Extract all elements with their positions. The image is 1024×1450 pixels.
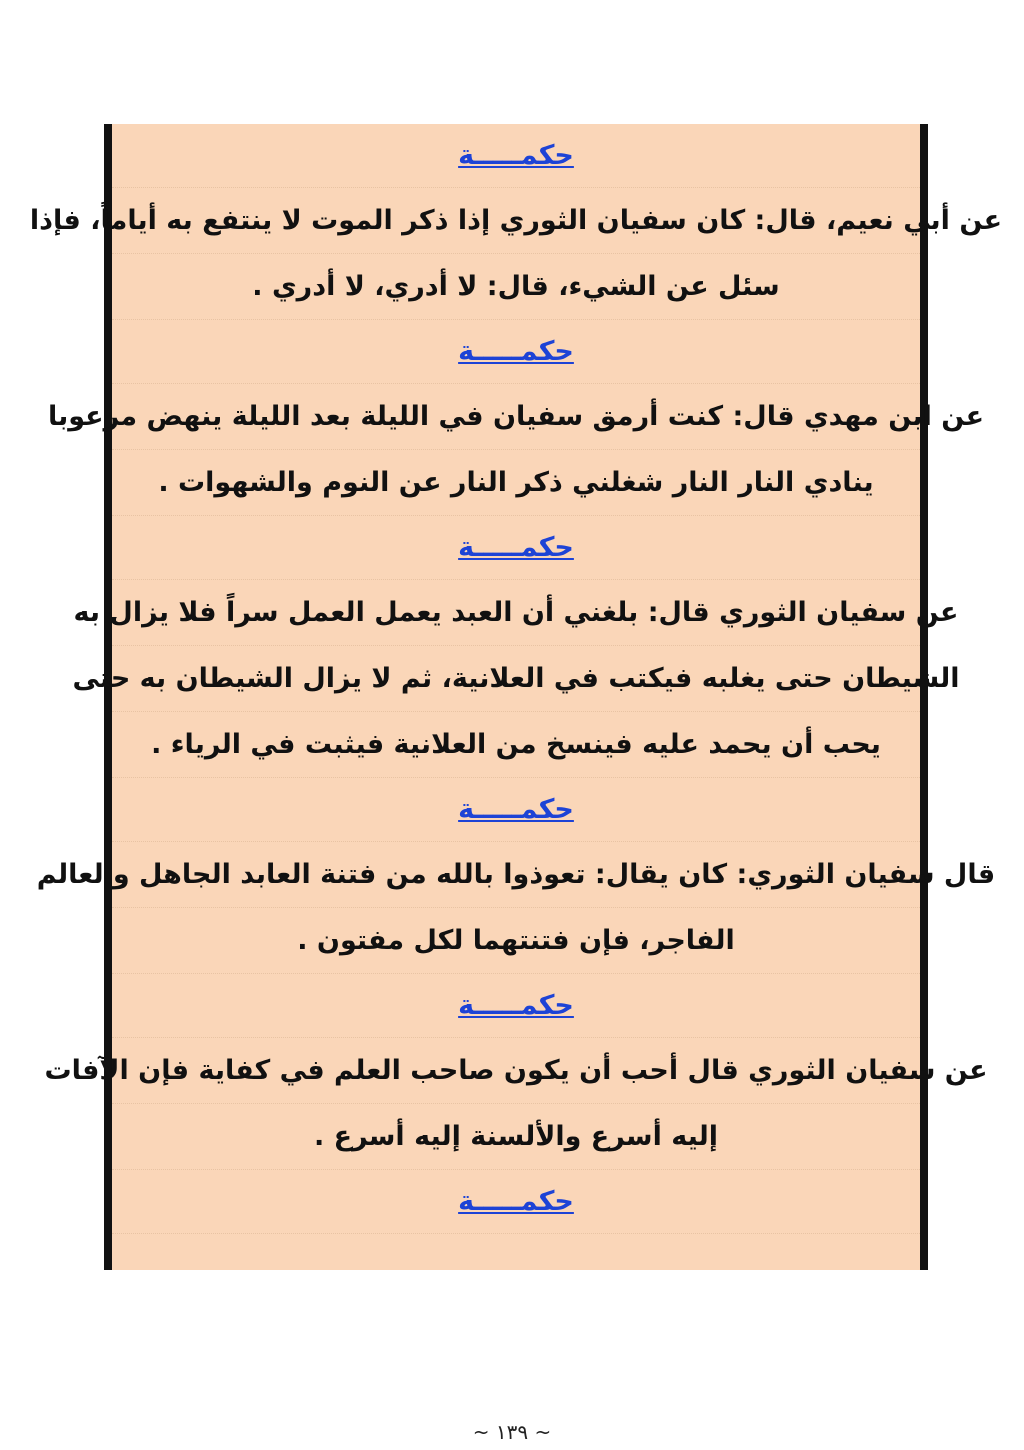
heading-link[interactable]: حكمـــــة [458,532,574,563]
heading-link[interactable]: حكمـــــة [458,1186,574,1217]
content-rows [29,124,1003,1270]
section-heading [112,320,920,384]
text-line: إليه أسرع والألسنة إليه أسرع . [112,1104,920,1170]
text-line: عن ابن مهدي قال: كنت أرمق سفيان في الليلة بعد الليلة ينهض مرعوبا [112,384,920,450]
text-line: قال سفيان الثوري: كان يقال: تعوذوا بالله من فتنة العابد الجاهل والعالم [112,842,920,908]
page-number: ~ ١٣٩ ~ [472,1420,552,1444]
text-line: يحب أن يحمد عليه فينسخ من العلانية فيثبت في الرياء . [112,712,920,778]
section-heading [112,516,920,580]
text-line: الفاجر، فإن فتنتهما لكل مفتون . [112,908,920,974]
text-line: ينادي النار النار شغلني ذكر النار عن النوم والشهوات . [112,450,920,516]
section-heading [112,778,920,842]
heading-link[interactable]: حكمـــــة [458,990,574,1021]
content-frame [29,124,1003,1270]
text-line: عن سفيان الثوري قال: بلغني أن العبد يعمل العمل سراً فلا يزال به [112,580,920,646]
heading-link[interactable]: حكمـــــة [458,794,574,825]
section-heading [112,974,920,1038]
text-line: سئل عن الشيء، قال: لا أدري، لا أدري . [112,254,920,320]
heading-link[interactable]: حكمـــــة [458,336,574,367]
heading-link[interactable]: حكمـــــة [458,140,574,171]
text-line: الشيطان حتى يغلبه فيكتب في العلانية، ثم لا يزال الشيطان به حتى [112,646,920,712]
text-line: عن أبي نعيم، قال: كان سفيان الثوري إذا ذكر الموت لا ينتفع به أياماً، فإذا [112,188,920,254]
section-heading [112,1170,920,1234]
text-line: عن سفيان الثوري قال أحب أن يكون صاحب العلم في كفاية فإن الآفات [112,1038,920,1104]
section-heading [112,124,920,188]
